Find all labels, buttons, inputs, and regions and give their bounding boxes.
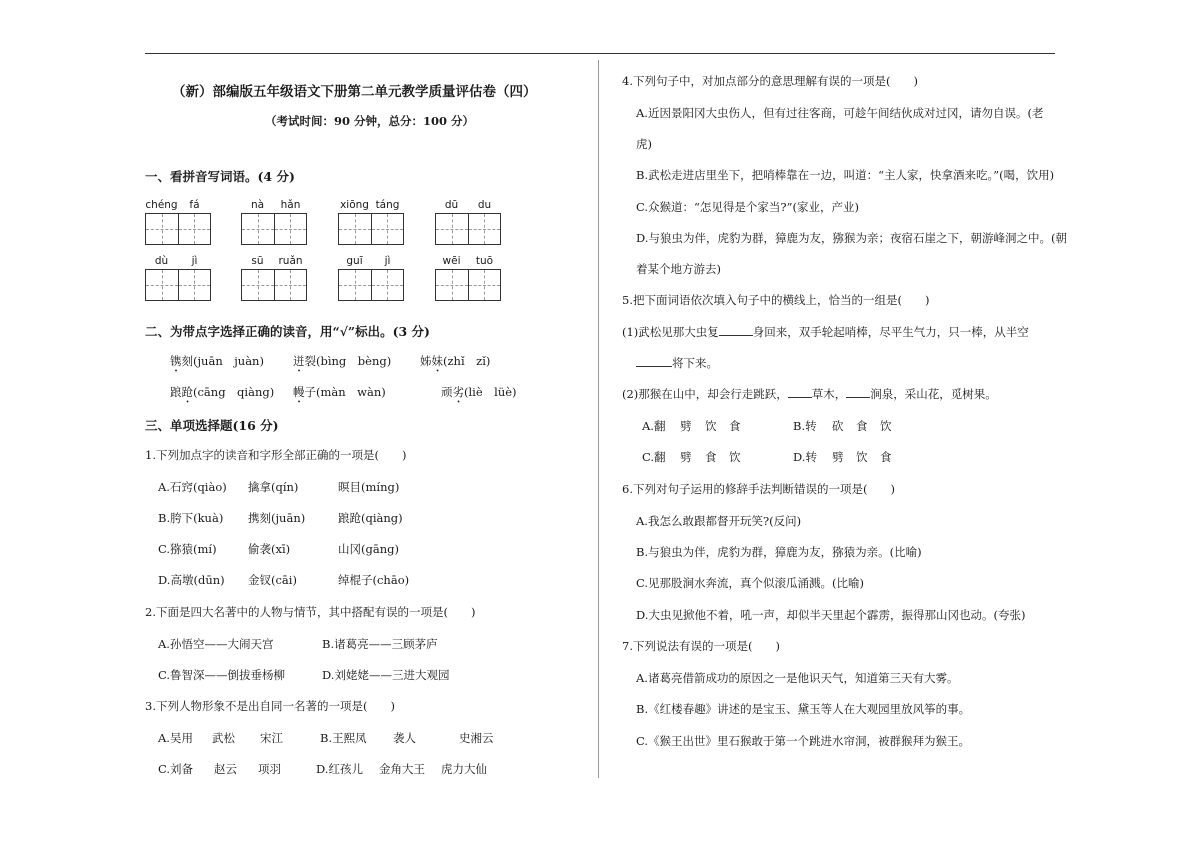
q4-option-d: D.与狼虫为伴，虎豹为群，獐鹿为友，猕猴为亲；夜宿石崖之下，朝游峰洞之中。(朝	[636, 231, 1067, 245]
fill-blank[interactable]	[846, 397, 870, 398]
q3-option: 虎力大仙	[441, 762, 487, 776]
q7-option-c: C.《猴王出世》里石猴敢于第一个跳进水帘洞，被群猴拜为猴王。	[636, 734, 971, 748]
writing-cell[interactable]	[436, 214, 469, 244]
q5-option: B.转	[793, 419, 817, 433]
question-7-stem: 7.下列说法有误的一项是( )	[622, 639, 780, 653]
writing-cell[interactable]	[146, 214, 179, 244]
pinyin-label	[435, 199, 501, 213]
q3-option: 项羽	[258, 762, 281, 776]
section3-heading: 三、单项选择题(16 分)	[145, 418, 279, 433]
pinyin-label	[145, 255, 211, 269]
reading-text-post: (cāng qiàng)	[193, 385, 275, 399]
pinyin-syllable: nà	[250, 199, 265, 211]
fill-blank[interactable]	[788, 397, 812, 398]
reading-text-post: 刻(juān juàn)	[181, 354, 264, 368]
q5-option: 食	[856, 419, 868, 433]
q1-option: A.石窍(qiào)	[158, 480, 227, 494]
q5-option: C.翻	[642, 450, 666, 464]
writing-grid[interactable]	[338, 269, 404, 301]
q5-option: 饮	[729, 450, 741, 464]
q5-text: 草木，	[811, 387, 847, 401]
top-rule	[145, 53, 1055, 54]
q6-option-c: C.见那股涧水奔流，真个似滚瓜涌溅。(比喻)	[636, 576, 865, 590]
writing-cell[interactable]	[372, 214, 404, 244]
q1-option: 绰棍子(chāo)	[338, 573, 410, 587]
q2-option: C.鲁智深——倒拔垂杨柳	[158, 668, 286, 682]
dotted-char: 劣	[452, 385, 464, 399]
writing-cell[interactable]	[339, 270, 372, 300]
writing-grid[interactable]	[241, 269, 307, 301]
reading-text-pre: 顽	[441, 385, 453, 399]
q5-option: 砍	[832, 419, 844, 433]
writing-cell[interactable]	[275, 214, 307, 244]
q4-option-a-cont: 虎)	[636, 137, 652, 151]
pinyin-syllable: dū	[444, 199, 459, 211]
q1-option: 踉跄(qiàng)	[338, 511, 403, 525]
writing-grid[interactable]	[338, 213, 404, 245]
pinyin-syllable: jì	[384, 255, 391, 267]
q1-option: 暝目(míng)	[338, 480, 400, 494]
writing-cell[interactable]	[339, 214, 372, 244]
writing-cell[interactable]	[372, 270, 404, 300]
q5-sentence-1-cont	[636, 355, 718, 371]
q3-option: D.红孩儿	[316, 762, 363, 776]
q3-option: 金角大王	[379, 762, 425, 776]
pinyin-syllable: jì	[191, 255, 198, 267]
q5-option: 劈	[680, 419, 692, 433]
dotted-char: 镌	[170, 354, 182, 368]
pinyin-label	[145, 199, 211, 213]
q5-text: (2)那猴在山中，却会行走跳跃，	[622, 387, 788, 401]
q3-option: A.吴用	[158, 731, 193, 745]
q5-option: D.转	[793, 450, 817, 464]
pinyin-label	[241, 199, 307, 213]
reading-item	[170, 384, 274, 406]
pinyin-label	[338, 199, 404, 213]
q5-option: 饮	[856, 450, 868, 464]
writing-cell[interactable]	[469, 270, 501, 300]
q5-option: 饮	[880, 419, 892, 433]
writing-cell[interactable]	[146, 270, 179, 300]
question-1-stem: 1.下列加点字的读音和字形全部正确的一项是( )	[145, 448, 407, 462]
q2-option: D.刘姥姥——三进大观园	[322, 668, 450, 682]
q1-option: 擒拿(qín)	[248, 480, 299, 494]
question-5-stem: 5.把下面词语依次填入句子中的横线上，恰当的一组是( )	[622, 293, 930, 307]
writing-cell[interactable]	[179, 214, 211, 244]
pinyin-syllable: dù	[154, 255, 169, 267]
dotted-char: 跄	[181, 385, 193, 399]
pinyin-syllable: ruǎn	[278, 255, 303, 267]
pinyin-label	[435, 255, 501, 269]
q1-option: B.胯下(kuà)	[158, 511, 224, 525]
reading-text-post: (zhǐ zǐ)	[443, 354, 491, 368]
writing-cell[interactable]	[436, 270, 469, 300]
pinyin-syllable: du	[477, 199, 492, 211]
fill-blank[interactable]	[719, 335, 753, 336]
reading-item	[293, 384, 386, 406]
q5-option: 食	[705, 450, 717, 464]
reading-item	[420, 353, 490, 375]
writing-cell[interactable]	[469, 214, 501, 244]
pinyin-syllable: fá	[189, 199, 200, 211]
reading-text-pre: 姊	[420, 354, 432, 368]
q5-option: 劈	[832, 450, 844, 464]
pinyin-syllable: hǎn	[280, 199, 301, 211]
writing-grid[interactable]	[435, 213, 501, 245]
q5-option: 饮	[705, 419, 717, 433]
writing-cell[interactable]	[242, 214, 275, 244]
q5-option: 食	[880, 450, 892, 464]
writing-grid[interactable]	[435, 269, 501, 301]
q5-text: 身回来，双手轮起哨棒，尽平生气力，只一棒，从半空	[752, 325, 1029, 339]
q2-option: B.诸葛亮——三顾茅庐	[322, 637, 438, 651]
column-divider	[598, 60, 599, 778]
pinyin-syllable: sū	[251, 255, 264, 267]
reading-item	[170, 353, 264, 375]
q6-option-a: A.我怎么敢跟都督开玩笑?(反问)	[636, 514, 802, 528]
reading-item	[293, 353, 391, 375]
q3-option: 史湘云	[459, 731, 494, 745]
reading-text-post: 子(màn wàn)	[304, 385, 386, 399]
q1-option: 山冈(gāng)	[338, 542, 399, 556]
exam-info: （考试时间：90 分钟，总分：100 分）	[265, 114, 475, 128]
dotted-char: 幔	[293, 385, 305, 399]
pinyin-label	[338, 255, 404, 269]
q3-option: 赵云	[214, 762, 237, 776]
q5-text: 将下来。	[672, 356, 718, 370]
pinyin-syllable: guī	[346, 255, 363, 267]
writing-cell[interactable]	[275, 270, 307, 300]
q5-option: 食	[729, 419, 741, 433]
question-3-stem: 3.下列人物形象不是出自同一名著的一项是( )	[145, 699, 395, 713]
q1-option: D.高墩(dūn)	[158, 573, 225, 587]
q5-text: (1)武松见那大虫复	[622, 325, 719, 339]
q5-option: 劈	[680, 450, 692, 464]
reading-item	[441, 384, 517, 406]
fill-blank[interactable]	[636, 366, 672, 367]
q4-option-b: B.武松走进店里坐下，把哨棒靠在一边，叫道：“主人家，快拿酒来吃。”(喝，饮用)	[636, 168, 1055, 182]
section1-heading: 一、看拼音写词语。(4 分)	[145, 169, 295, 184]
reading-text-post: (liè lüè)	[464, 385, 517, 399]
q7-option-a: A.诸葛亮借箭成功的原因之一是他识天气，知道第三天有大雾。	[636, 671, 959, 685]
question-4-stem: 4.下列句子中，对加点部分的意思理解有误的一项是( )	[622, 74, 918, 88]
section2-heading: 二、为带点字选择正确的读音，用“√”标出。(3 分)	[145, 324, 430, 339]
pinyin-syllable: wēi	[442, 255, 461, 267]
q3-option: B.王熙凤	[320, 731, 367, 745]
q1-option: 金钗(cāi)	[248, 573, 297, 587]
q3-option: 武松	[212, 731, 235, 745]
q2-option: A.孙悟空——大闹天宫	[158, 637, 274, 651]
q6-option-b: B.与狼虫为伴，虎豹为群，獐鹿为友，猕猿为亲。(比喻)	[636, 545, 922, 559]
q1-option: 携刻(juān)	[248, 511, 306, 525]
writing-cell[interactable]	[242, 270, 275, 300]
writing-cell[interactable]	[179, 270, 211, 300]
pinyin-syllable: xiōng	[340, 199, 369, 211]
dotted-char: 妹	[431, 354, 443, 368]
q1-option: C.猕猿(mí)	[158, 542, 217, 556]
pinyin-syllable: chéng	[145, 199, 178, 211]
q7-option-b: B.《红楼春趣》讲述的是宝玉、黛玉等人在大观园里放风筝的事。	[636, 702, 971, 716]
question-6-stem: 6.下列对句子运用的修辞手法判断错误的一项是( )	[622, 482, 895, 496]
writing-grid[interactable]	[241, 213, 307, 245]
question-2-stem: 2.下面是四大名著中的人物与情节，其中搭配有误的一项是( )	[145, 605, 476, 619]
writing-grid[interactable]	[145, 269, 211, 301]
q5-sentence-2	[622, 386, 997, 402]
dotted-char: 迸	[293, 354, 305, 368]
reading-text-pre: 踉	[170, 385, 182, 399]
pinyin-syllable: tuō	[475, 255, 494, 267]
q4-option-d-cont: 着某个地方游去)	[636, 262, 721, 276]
pinyin-label	[241, 255, 307, 269]
writing-grid[interactable]	[145, 213, 211, 245]
pinyin-syllable: táng	[375, 199, 400, 211]
q1-option: 偷袭(xī)	[248, 542, 291, 556]
reading-text-post: 裂(bìng bèng)	[304, 354, 392, 368]
q4-option-a: A.近因景阳冈大虫伤人，但有过往客商，可趁午间结伙成对过冈，请勿自误。(老	[636, 106, 1044, 120]
q5-sentence-1	[622, 324, 1029, 340]
q6-option-d: D.大虫见掀他不着，吼一声，却似半天里起个霹雳，振得那山冈也动。(夸张)	[636, 608, 1026, 622]
page-title: （新）部编版五年级语文下册第二单元教学质量评估卷（四）	[172, 84, 537, 100]
q3-option: C.刘备	[158, 762, 194, 776]
q3-option: 宋江	[260, 731, 283, 745]
q4-option-c: C.众猴道：“怎见得是个家当?”(家业，产业)	[636, 200, 859, 214]
q5-option: A.翻	[642, 419, 666, 433]
q5-text: 涧泉，采山花，觅树果。	[870, 387, 997, 401]
q3-option: 袭人	[393, 731, 416, 745]
